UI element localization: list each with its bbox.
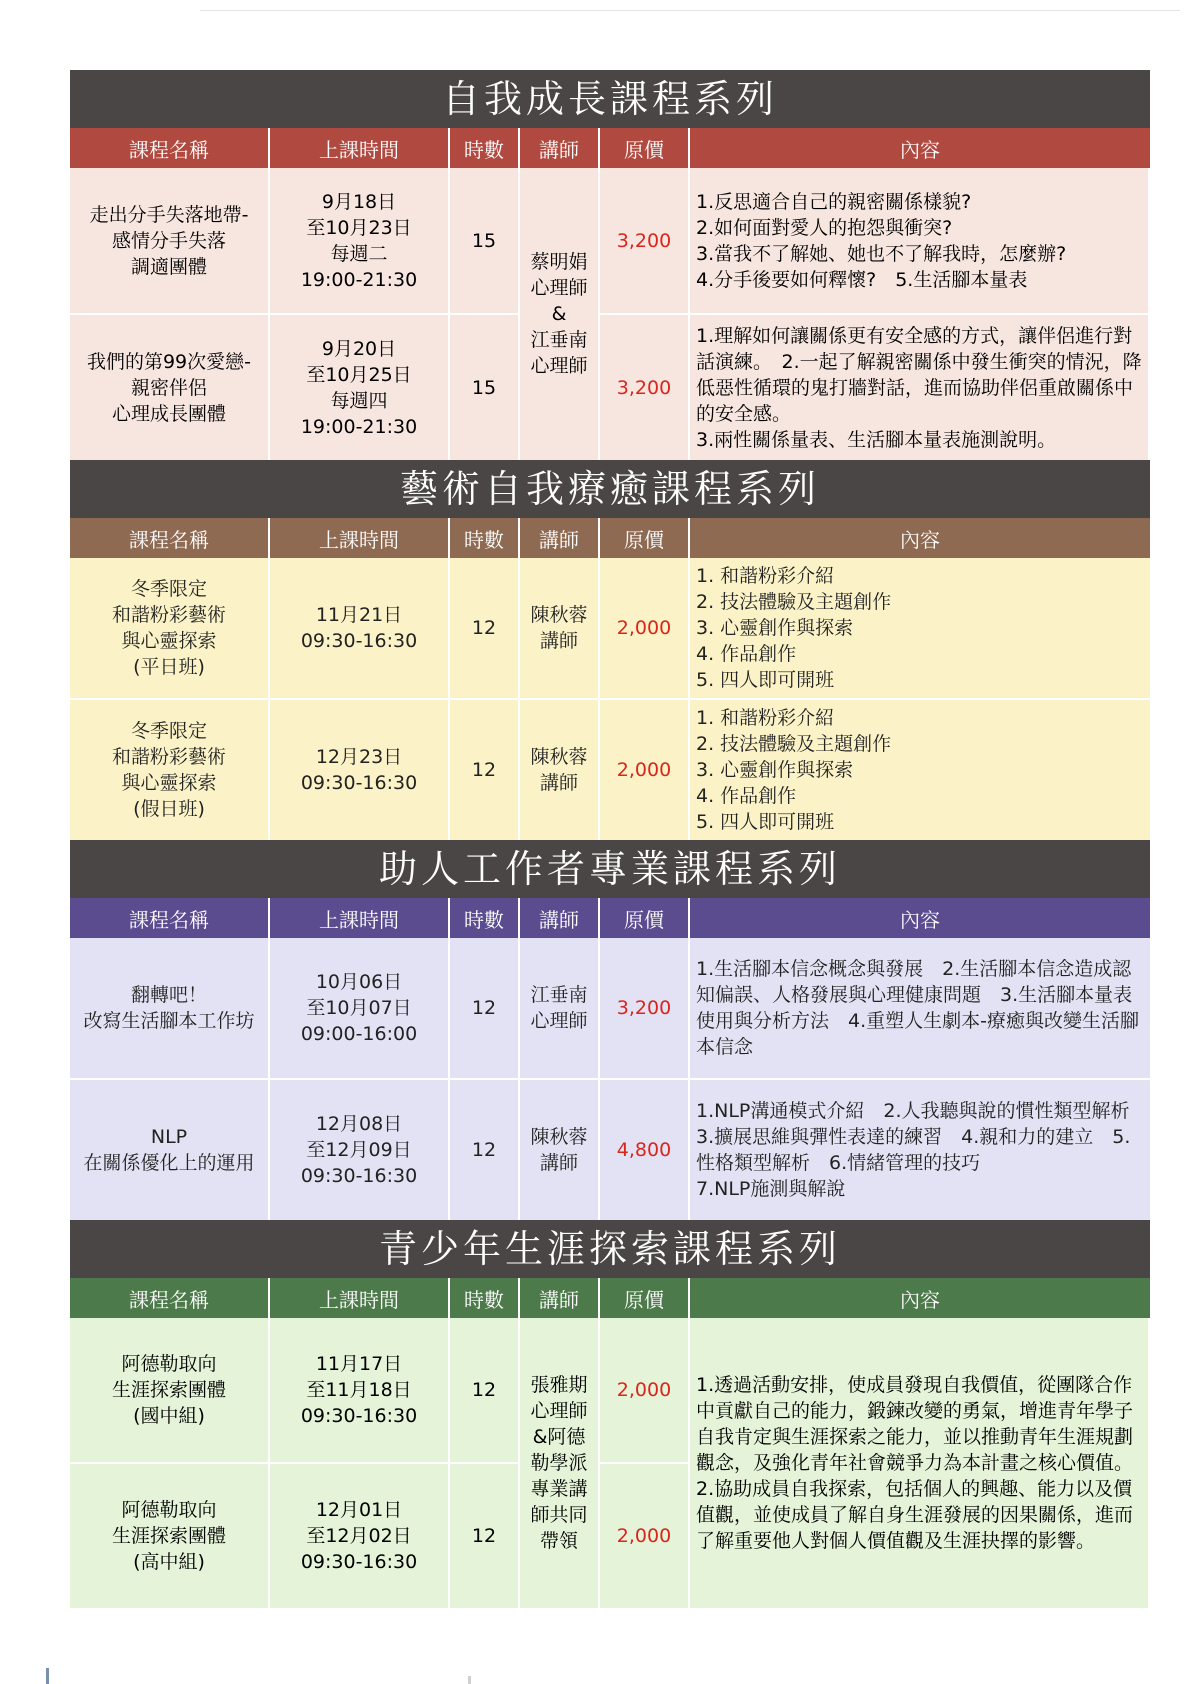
course-price: 2,000 — [600, 558, 690, 698]
content-item: 3. 心靈創作與探索 — [696, 617, 854, 639]
course-content — [690, 558, 1150, 698]
course-hours: 12 — [450, 558, 520, 698]
course-hours: 15 — [450, 168, 520, 313]
header-price: 原價 — [600, 898, 690, 938]
content-item: 1.透過活動安排，使成員發現自我價值，從團隊合作中貢獻自己的能力，鍛鍊改變的勇氣，增進青年學子自我肯定與生涯探索之能力，並以推動青年生涯規劃觀念，及強化青年社會競爭力為本計畫之核心價值。 — [696, 1374, 1134, 1474]
scan-mark — [468, 1676, 471, 1684]
course-name: 冬季限定 和諧粉彩藝術 與心靈探索 (平日班) — [70, 558, 270, 698]
course-hours: 12 — [450, 1318, 520, 1462]
course-teacher: 陳秋蓉 講師 — [520, 558, 600, 698]
content-item: 2.如何面對愛人的抱怨與衝突? — [696, 216, 953, 239]
course-name: 阿德勒取向 生涯探索團體 (國中組) — [70, 1318, 270, 1462]
course-name: 冬季限定 和諧粉彩藝術 與心靈探索 (假日班) — [70, 700, 270, 840]
table-row — [70, 1318, 520, 1462]
section-title: 藝術自我療癒課程系列 — [70, 460, 1150, 518]
course-sheet — [70, 70, 1150, 1608]
scan-mark — [46, 1668, 49, 1684]
header-time: 上課時間 — [270, 128, 450, 168]
header-name: 課程名稱 — [70, 898, 270, 938]
header-teacher: 講師 — [520, 128, 600, 168]
course-content — [690, 315, 1150, 460]
section-helper-professional — [70, 840, 1150, 1220]
top-rule — [200, 10, 1180, 11]
course-teacher: 陳秋蓉 講師 — [520, 1080, 600, 1220]
content-item: 1. 和諧粉彩介紹 — [696, 707, 835, 729]
table-header — [70, 898, 1150, 938]
header-hours: 時數 — [450, 1278, 520, 1318]
header-hours: 時數 — [450, 128, 520, 168]
course-teacher: 張雅期 心理師 &阿德 勒學派 專業講 師共同 帶領 — [520, 1318, 600, 1608]
course-time: 9月18日 至10月23日 每週二 19:00-21:30 — [270, 168, 450, 313]
table-header — [70, 1278, 1150, 1318]
table-row — [70, 168, 520, 313]
content-item: 1.生活腳本信念概念與發展 2.生活腳本信念造成認知偏誤、人格發展與心理健康問題 3.生活腳本量表使用與分析方法 4.重塑人生劇本-療癒與改變生活腳本信念 — [696, 958, 1139, 1058]
header-content: 內容 — [900, 527, 940, 552]
course-time: 9月20日 至10月25日 每週四 19:00-21:30 — [270, 315, 450, 460]
content-item: 3. 心靈創作與探索 — [696, 759, 854, 781]
content-item: 1.NLP溝通模式介紹 2.人我聽與說的慣性類型解析 3.擴展思維與彈性表達的練習 4.親和力的建立 5.性格類型解析 6.情緒管理的技巧 — [696, 1100, 1149, 1174]
header-teacher: 講師 — [520, 1278, 600, 1318]
content-item: 3.當我不了解她、她也不了解我時，怎麼辦? — [696, 242, 1067, 265]
course-teacher: 陳秋蓉 講師 — [520, 700, 600, 840]
course-time: 10月06日 至10月07日 09:00-16:00 — [270, 938, 450, 1078]
header-teacher: 講師 — [520, 898, 600, 938]
course-content — [690, 1080, 1150, 1220]
course-price: 3,200 — [600, 168, 690, 313]
header-time: 上課時間 — [270, 898, 450, 938]
course-name: 阿德勒取向 生涯探索團體 (高中組) — [70, 1464, 270, 1608]
course-teacher: 江垂南 心理師 — [520, 938, 600, 1078]
table-row — [600, 168, 1150, 313]
course-name: NLP 在關係優化上的運用 — [70, 1080, 270, 1220]
content-item: 2.協助成員自我探索，包括個人的興趣、能力以及價值觀，並使成員了解自身生涯發展的因果關係，進而了解重要他人對個人價值觀及生涯抉擇的影響。 — [696, 1478, 1134, 1552]
course-content — [690, 168, 1150, 313]
course-hours: 12 — [450, 1464, 520, 1608]
course-content — [690, 1318, 1150, 1608]
table-body — [70, 1318, 1150, 1608]
header-hours: 時數 — [450, 898, 520, 938]
table-row — [70, 938, 1150, 1078]
content-item: 5. 四人即可開班 — [696, 811, 835, 833]
course-name: 我們的第99次愛戀- 親密伴侶 心理成長團體 — [70, 315, 270, 460]
table-row — [600, 315, 1150, 460]
content-item: 4. 作品創作 — [696, 643, 797, 665]
course-time: 12月01日 至12月02日 09:30-16:30 — [270, 1464, 450, 1608]
course-price: 4,800 — [600, 1080, 690, 1220]
header-name: 課程名稱 — [70, 128, 270, 168]
course-hours: 15 — [450, 315, 520, 460]
header-content: 內容 — [900, 1287, 940, 1312]
course-hours: 12 — [450, 938, 520, 1078]
table-row — [70, 1080, 1150, 1220]
course-name: 走出分手失落地帶- 感情分手失落 調適團體 — [70, 168, 270, 313]
course-price: 2,000 — [600, 700, 690, 840]
section-title: 青少年生涯探索課程系列 — [70, 1220, 1150, 1278]
course-time: 11月21日 09:30-16:30 — [270, 558, 450, 698]
content-item: 2. 技法體驗及主題創作 — [696, 733, 892, 755]
content-item: 1.反思適合自己的親密關係樣貌? — [696, 190, 972, 213]
header-time: 上課時間 — [270, 1278, 450, 1318]
table-header — [70, 128, 1150, 168]
content-item: 3.兩性關係量表、生活腳本量表施測說明。 — [696, 428, 1057, 451]
header-price: 原價 — [600, 518, 690, 558]
course-content — [690, 700, 1150, 840]
course-price: 3,200 — [600, 315, 690, 460]
header-content: 內容 — [900, 137, 940, 162]
header-content: 內容 — [900, 907, 940, 932]
table-body — [70, 168, 1150, 460]
table-row — [70, 1464, 520, 1608]
course-hours: 12 — [450, 700, 520, 840]
table-row — [70, 700, 1150, 840]
section-youth-career — [70, 1220, 1150, 1608]
course-time: 12月23日 09:30-16:30 — [270, 700, 450, 840]
content-item: 5. 四人即可開班 — [696, 669, 835, 691]
course-time: 12月08日 至12月09日 09:30-16:30 — [270, 1080, 450, 1220]
header-price: 原價 — [600, 128, 690, 168]
section-title: 自我成長課程系列 — [70, 70, 1150, 128]
content-item: 2. 技法體驗及主題創作 — [696, 591, 892, 613]
course-price: 2,000 — [600, 1318, 690, 1462]
section-art-healing — [70, 460, 1150, 840]
section-self-growth — [70, 70, 1150, 460]
course-price: 3,200 — [600, 938, 690, 1078]
section-title: 助人工作者專業課程系列 — [70, 840, 1150, 898]
content-item: 7.NLP施測與解說 — [696, 1178, 846, 1200]
header-name: 課程名稱 — [70, 518, 270, 558]
header-teacher: 講師 — [520, 518, 600, 558]
course-time: 11月17日 至11月18日 09:30-16:30 — [270, 1318, 450, 1462]
table-row — [70, 558, 1150, 698]
course-teacher: 蔡明娟 心理師 & 江垂南 心理師 — [520, 168, 600, 460]
course-content — [690, 938, 1150, 1078]
course-price: 2,000 — [600, 1464, 690, 1608]
header-hours: 時數 — [450, 518, 520, 558]
course-hours: 12 — [450, 1080, 520, 1220]
content-item: 4. 作品創作 — [696, 785, 797, 807]
course-name: 翻轉吧！ 改寫生活腳本工作坊 — [70, 938, 270, 1078]
table-row — [70, 315, 520, 460]
table-header — [70, 518, 1150, 558]
header-name: 課程名稱 — [70, 1278, 270, 1318]
content-item: 1.理解如何讓關係更有安全感的方式，讓伴侶進行對話演練。 2.一起了解親密關係中發生衝突的情況，降低惡性循環的鬼打牆對話，進而協助伴侶重啟關係中的安全感。 — [696, 324, 1142, 425]
content-item: 1. 和諧粉彩介紹 — [696, 565, 835, 587]
content-item: 4.分手後要如何釋懷? 5.生活腳本量表 — [696, 268, 1028, 291]
header-price: 原價 — [600, 1278, 690, 1318]
header-time: 上課時間 — [270, 518, 450, 558]
